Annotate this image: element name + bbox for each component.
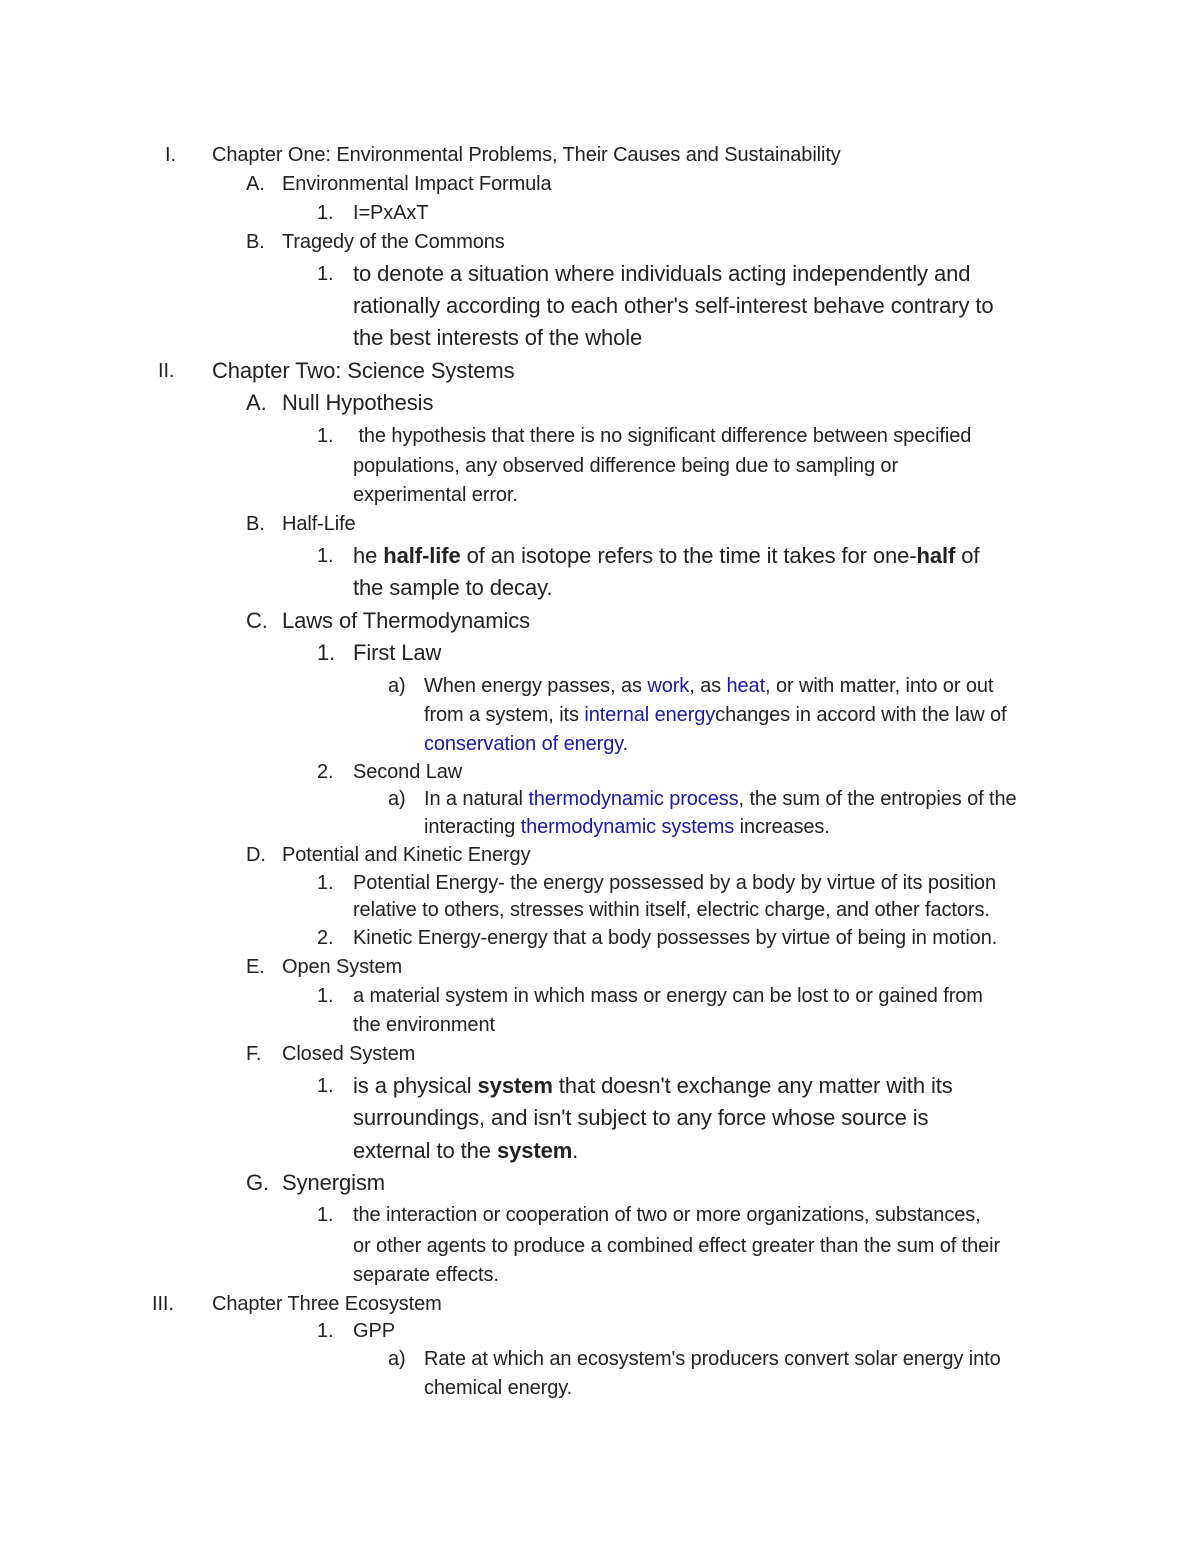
text-run: that doesn't exchange any matter with its [552,1073,953,1098]
thermodynamic-process-link[interactable]: thermodynamic process [528,788,739,810]
outline-marker: 1. [317,985,334,1007]
outline-marker: 1. [317,640,336,665]
text-run: is a physical [353,1073,478,1098]
text-run: , the sum of the entropies of the [738,788,1017,810]
bold-term: half [916,543,956,568]
outline-marker: 1. [317,202,334,224]
outline-text: Potential and Kinetic Energy [282,844,531,866]
outline-marker: 2. [317,761,334,783]
outline-text: surroundings, and isn't subject to any force whose source is [353,1105,929,1130]
outline-text: Kinetic Energy-energy that a body possesses by virtue of being in motion. [353,927,998,949]
text-run: When energy passes, as [424,675,648,697]
outline-text: the best interests of the whole [353,325,643,350]
outline-text: I=PxAxT [353,202,429,224]
outline-marker: 1. [317,425,334,447]
outline-marker: a) [388,675,406,697]
outline-text: First Law [353,640,442,665]
work-link[interactable]: work [647,675,690,697]
outline-text: to denote a situation where individuals acting independently and [353,261,971,286]
outline-marker: 1. [317,1204,334,1226]
text-run: he [353,543,384,568]
outline-marker: F. [246,1043,262,1065]
internal-energy-link[interactable]: internal energy [584,704,716,726]
outline-marker: D. [246,844,266,866]
outline-text: populations, any observed difference being due to sampling or [353,455,899,477]
outline-text: Tragedy of the Commons [282,231,505,253]
outline-text [353,1138,578,1164]
text-run: of [955,543,980,568]
outline-marker: 1. [317,263,334,285]
conservation-of-energy-link[interactable]: conservation of energy [424,733,623,755]
outline-text: or other agents to produce a combined effect greater than the sum of their [353,1235,1001,1257]
outline-text: the environment [353,1014,495,1036]
text-run: , as [689,675,727,697]
outline-text: Chapter Two: Science Systems [212,358,515,383]
outline-text [353,1073,953,1099]
outline-marker: G. [246,1170,270,1195]
outline-text: Laws of Thermodynamics [282,608,531,633]
text-run: , or with matter, into or out [765,675,994,697]
text-run: . [572,1138,579,1163]
outline-marker: A. [246,173,265,195]
outline-text: Environmental Impact Formula [282,173,552,195]
bold-term: system [477,1073,553,1098]
outline-text: Closed System [282,1043,416,1065]
outline-text: Null Hypothesis [282,390,434,415]
outline-marker: I. [165,144,176,166]
outline-text: Chapter One: Environmental Problems, Their Causes and Sustainability [212,144,841,166]
outline-text: relative to others, stresses within itself, electric charge, and other factors. [353,899,990,921]
outline-marker: a) [388,788,406,810]
outline-marker: C. [246,608,268,633]
outline-text [424,816,830,839]
text-run: interacting [424,816,521,838]
outline-marker: E. [246,956,265,978]
outline-text: Rate at which an ecosystem's producers convert solar energy into [424,1348,1001,1370]
text-run: In a natural [424,788,529,810]
outline-text: Synergism [282,1170,386,1195]
outline-text: separate effects. [353,1264,499,1286]
outline-text: chemical energy. [424,1377,573,1399]
outline-marker: II. [158,360,175,382]
outline-marker: 1. [317,545,334,567]
outline-text [424,733,628,756]
heat-link[interactable]: heat [726,675,766,697]
outline-marker: 1. [317,872,334,894]
outline-text: Chapter Three Ecosystem [212,1293,442,1315]
outline-marker: B. [246,231,265,253]
text-run: external to the [353,1138,497,1163]
outline-text: rationally according to each other's self-interest behave contrary to [353,293,994,318]
outline-marker: III. [152,1293,174,1315]
outline-text: Second Law [353,761,463,783]
outline-text: experimental error. [353,484,518,506]
outline-text: Potential Energy- the energy possessed by a body by virtue of its position [353,872,996,894]
outline-text: the hypothesis that there is no significant difference between specified [353,425,972,447]
text-run: increases. [734,816,830,838]
outline-text [353,543,979,569]
text-run: from a system, its [424,704,585,726]
outline-text: the sample to decay. [353,575,553,600]
outline-marker: 1. [317,1320,334,1342]
bold-term: system [496,1138,573,1163]
outline-text [424,788,1017,811]
outline-marker: B. [246,513,265,535]
outline-text [424,704,1006,727]
outline-text: Open System [282,956,403,978]
text-run: changes in accord with the law of [715,704,1007,726]
outline-text: the interaction or cooperation of two or more organizations, substances, [353,1204,981,1226]
outline-text: Half-Life [282,513,356,535]
outline-marker: A. [246,390,267,415]
outline-marker: 2. [317,927,334,949]
thermodynamic-systems-link[interactable]: thermodynamic systems [520,816,735,838]
text-run: of an isotope refers to the time it takes for one- [460,543,917,568]
outline-text: a material system in which mass or energy can be lost to or gained from [353,985,983,1007]
outline-text [424,675,993,698]
outline-text: GPP [353,1320,395,1342]
text-run: . [622,733,629,755]
outline-marker: 1. [317,1075,334,1097]
outline-marker: a) [388,1348,406,1370]
bold-term: half-life [383,543,461,568]
